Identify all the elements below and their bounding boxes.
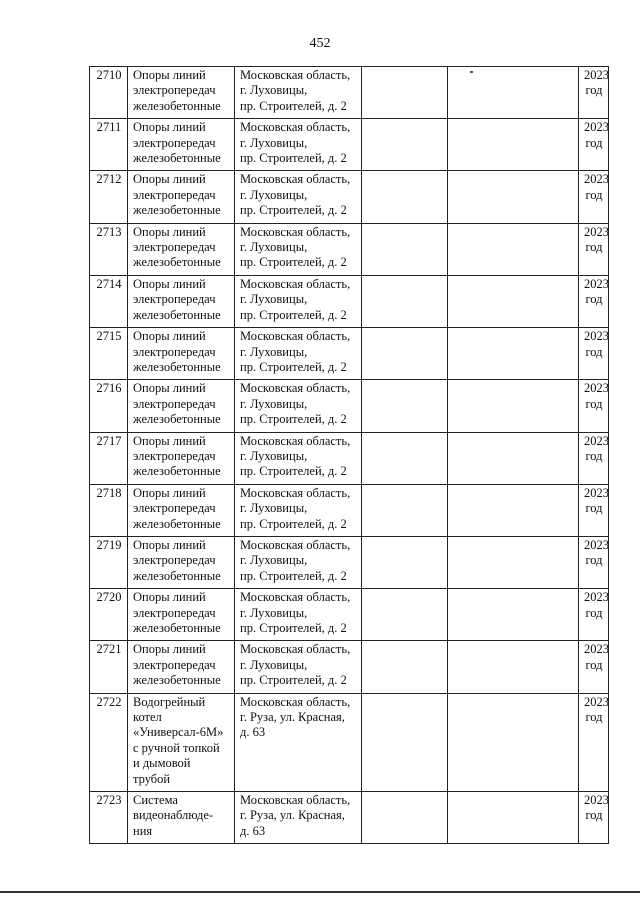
year-line: 2023 bbox=[584, 276, 609, 291]
address-cell bbox=[235, 484, 362, 536]
empty-cell bbox=[448, 171, 579, 223]
address-cell bbox=[235, 693, 362, 791]
table-row bbox=[90, 223, 609, 275]
name-line: железобетонные bbox=[133, 255, 221, 270]
object-name-cell bbox=[128, 432, 235, 484]
name-line: Система bbox=[133, 793, 178, 808]
row-number-cell: 2712 bbox=[90, 171, 128, 223]
object-name-cell bbox=[128, 67, 235, 119]
name-line: Опоры линий bbox=[133, 120, 206, 135]
row-number-cell: 2717 bbox=[90, 432, 128, 484]
year-cell bbox=[579, 275, 609, 327]
address-line: г. Луховицы, bbox=[240, 292, 308, 307]
name-line: электропередач bbox=[133, 553, 216, 568]
table-body bbox=[90, 67, 609, 844]
address-line: Московская область, bbox=[240, 172, 351, 187]
address-line: Московская область, bbox=[240, 381, 351, 396]
object-name-cell bbox=[128, 484, 235, 536]
object-name-cell bbox=[128, 641, 235, 693]
year-line: 2023 bbox=[584, 793, 609, 808]
address-line: г. Луховицы, bbox=[240, 187, 308, 202]
address-line: г. Луховицы, bbox=[240, 396, 308, 411]
year-line: 2023 bbox=[584, 381, 609, 396]
year-line: 2023 bbox=[584, 224, 609, 239]
page-number: 452 bbox=[309, 36, 331, 51]
object-name-cell bbox=[128, 693, 235, 791]
empty-cell bbox=[448, 275, 579, 327]
object-name-cell bbox=[128, 536, 235, 588]
year-line: 2023 bbox=[584, 537, 609, 552]
name-line: электропередач bbox=[133, 605, 216, 620]
table-row bbox=[90, 171, 609, 223]
address-line: г. Луховицы, bbox=[240, 448, 308, 463]
table-row bbox=[90, 693, 609, 791]
address-cell bbox=[235, 380, 362, 432]
address-line: пр. Строителей, д. 2 bbox=[240, 151, 347, 166]
table-row bbox=[90, 792, 609, 844]
year-line: год bbox=[585, 657, 603, 672]
year-line: год bbox=[585, 240, 603, 255]
row-number-cell: 2719 bbox=[90, 536, 128, 588]
year-line: 2023 bbox=[584, 642, 609, 657]
year-cell bbox=[579, 67, 609, 119]
name-line: Опоры линий bbox=[133, 537, 206, 552]
name-line: Опоры линий bbox=[133, 68, 206, 82]
address-line: Московская область, bbox=[240, 329, 351, 344]
address-cell bbox=[235, 589, 362, 641]
address-line: г. Луховицы, bbox=[240, 344, 308, 359]
table-row bbox=[90, 641, 609, 693]
object-name-cell bbox=[128, 223, 235, 275]
name-line: Опоры линий bbox=[133, 224, 206, 239]
empty-cell bbox=[362, 693, 448, 791]
name-line: Водогрейный bbox=[133, 694, 206, 709]
name-line: Опоры линий bbox=[133, 172, 206, 187]
empty-cell bbox=[362, 275, 448, 327]
name-line: электропередач bbox=[133, 135, 216, 150]
name-line: электропередач bbox=[133, 240, 216, 255]
address-line: Московская область, bbox=[240, 694, 351, 709]
name-line: видеонаблюде- bbox=[133, 808, 214, 823]
address-line: г. Руза, ул. Красная, bbox=[240, 710, 345, 725]
address-line: пр. Строителей, д. 2 bbox=[240, 359, 347, 374]
name-line: Опоры линий bbox=[133, 433, 206, 448]
address-line: пр. Строителей, д. 2 bbox=[240, 98, 347, 113]
address-line: пр. Строителей, д. 2 bbox=[240, 673, 347, 688]
name-line: железобетонные bbox=[133, 151, 221, 166]
address-cell bbox=[235, 432, 362, 484]
object-name-cell bbox=[128, 589, 235, 641]
object-name-cell bbox=[128, 275, 235, 327]
address-cell bbox=[235, 67, 362, 119]
page-bottom-edge bbox=[0, 891, 640, 893]
empty-cell bbox=[448, 536, 579, 588]
address-line: г. Луховицы, bbox=[240, 501, 308, 516]
name-line: трубой bbox=[133, 771, 171, 786]
year-line: год bbox=[585, 292, 603, 307]
name-line: Опоры линий bbox=[133, 381, 206, 396]
year-line: 2023 bbox=[584, 485, 609, 500]
name-line: железобетонные bbox=[133, 412, 221, 427]
name-line: Опоры линий bbox=[133, 276, 206, 291]
address-line: д. 63 bbox=[240, 725, 266, 740]
empty-cell bbox=[362, 380, 448, 432]
name-line: котел bbox=[133, 710, 162, 725]
name-line: электропередач bbox=[133, 448, 216, 463]
name-line: с ручной топкой bbox=[133, 740, 220, 755]
address-cell bbox=[235, 792, 362, 844]
address-line: д. 63 bbox=[240, 823, 266, 838]
year-line: 2023 bbox=[584, 694, 609, 709]
table-row bbox=[90, 67, 609, 119]
address-line: г. Луховицы, bbox=[240, 605, 308, 620]
address-line: Московская область, bbox=[240, 433, 351, 448]
address-line: г. Луховицы, bbox=[240, 83, 308, 98]
empty-cell bbox=[362, 67, 448, 119]
table-row bbox=[90, 328, 609, 380]
address-line: пр. Строителей, д. 2 bbox=[240, 203, 347, 218]
address-cell bbox=[235, 641, 362, 693]
year-cell bbox=[579, 119, 609, 171]
year-line: год bbox=[585, 605, 603, 620]
year-line: 2023 bbox=[584, 329, 609, 344]
empty-cell bbox=[448, 380, 579, 432]
address-line: Московская область, bbox=[240, 590, 351, 605]
address-cell bbox=[235, 223, 362, 275]
address-line: пр. Строителей, д. 2 bbox=[240, 412, 347, 427]
address-cell bbox=[235, 275, 362, 327]
row-number-cell: 2720 bbox=[90, 589, 128, 641]
name-line: ния bbox=[133, 823, 153, 838]
year-line: год bbox=[585, 83, 603, 98]
row-number-cell: 2718 bbox=[90, 484, 128, 536]
empty-cell bbox=[362, 536, 448, 588]
table-row bbox=[90, 380, 609, 432]
object-name-cell bbox=[128, 328, 235, 380]
name-line: Опоры линий bbox=[133, 485, 206, 500]
name-line: железобетонные bbox=[133, 359, 221, 374]
address-line: пр. Строителей, д. 2 bbox=[240, 255, 347, 270]
address-cell bbox=[235, 119, 362, 171]
address-line: Московская область, bbox=[240, 793, 351, 808]
name-line: железобетонные bbox=[133, 568, 221, 583]
name-line: «Универсал-6М» bbox=[133, 725, 224, 740]
address-line: Московская область, bbox=[240, 537, 351, 552]
table-row bbox=[90, 536, 609, 588]
year-line: год bbox=[585, 710, 603, 725]
empty-cell bbox=[362, 432, 448, 484]
year-line: 2023 bbox=[584, 433, 609, 448]
name-line: электропередач bbox=[133, 187, 216, 202]
empty-cell bbox=[362, 641, 448, 693]
address-line: г. Луховицы, bbox=[240, 135, 308, 150]
row-number-cell: 2722 bbox=[90, 693, 128, 791]
name-line: электропередач bbox=[133, 344, 216, 359]
table-row bbox=[90, 432, 609, 484]
address-line: пр. Строителей, д. 2 bbox=[240, 516, 347, 531]
object-name-cell bbox=[128, 171, 235, 223]
address-line: пр. Строителей, д. 2 bbox=[240, 307, 347, 322]
address-cell bbox=[235, 171, 362, 223]
year-line: год bbox=[585, 448, 603, 463]
year-line: год bbox=[585, 135, 603, 150]
address-cell bbox=[235, 328, 362, 380]
row-number-cell: 2710 bbox=[90, 67, 128, 119]
empty-cell bbox=[448, 589, 579, 641]
empty-cell bbox=[362, 328, 448, 380]
name-line: железобетонные bbox=[133, 98, 221, 113]
name-line: Опоры линий bbox=[133, 642, 206, 657]
empty-cell bbox=[448, 432, 579, 484]
address-line: Московская область, bbox=[240, 68, 351, 82]
empty-cell bbox=[448, 119, 579, 171]
year-cell bbox=[579, 641, 609, 693]
year-line: 2023 bbox=[584, 590, 609, 605]
year-line: год bbox=[585, 396, 603, 411]
name-line: электропередач bbox=[133, 657, 216, 672]
name-line: электропередач bbox=[133, 292, 216, 307]
address-line: Московская область, bbox=[240, 642, 351, 657]
row-number-cell: 2716 bbox=[90, 380, 128, 432]
row-number-cell: 2715 bbox=[90, 328, 128, 380]
object-name-cell bbox=[128, 119, 235, 171]
table-row bbox=[90, 484, 609, 536]
table-row bbox=[90, 275, 609, 327]
empty-cell bbox=[448, 693, 579, 791]
table-row bbox=[90, 589, 609, 641]
year-cell bbox=[579, 223, 609, 275]
name-line: электропередач bbox=[133, 83, 216, 98]
empty-cell bbox=[448, 792, 579, 844]
address-line: пр. Строителей, д. 2 bbox=[240, 621, 347, 635]
year-cell bbox=[579, 536, 609, 588]
address-line: Московская область, bbox=[240, 224, 351, 239]
row-number-cell: 2721 bbox=[90, 641, 128, 693]
address-line: г. Луховицы, bbox=[240, 240, 308, 255]
name-line: железобетонные bbox=[133, 203, 221, 218]
name-line: электропередач bbox=[133, 396, 216, 411]
address-line: г. Луховицы, bbox=[240, 657, 308, 672]
empty-cell bbox=[362, 223, 448, 275]
property-table bbox=[89, 66, 609, 844]
row-number-cell: 2723 bbox=[90, 792, 128, 844]
empty-cell bbox=[448, 328, 579, 380]
address-line: Московская область, bbox=[240, 120, 351, 135]
row-number-cell: 2713 bbox=[90, 223, 128, 275]
address-line: г. Луховицы, bbox=[240, 553, 308, 568]
year-cell bbox=[579, 484, 609, 536]
empty-cell bbox=[448, 484, 579, 536]
year-line: 2023 bbox=[584, 120, 609, 135]
empty-cell bbox=[362, 792, 448, 844]
empty-cell bbox=[362, 589, 448, 641]
year-cell bbox=[579, 328, 609, 380]
name-line: и дымовой bbox=[133, 756, 191, 771]
address-line: г. Руза, ул. Красная, bbox=[240, 808, 345, 823]
empty-cell bbox=[448, 223, 579, 275]
name-line: железобетонные bbox=[133, 307, 221, 322]
year-cell bbox=[579, 171, 609, 223]
year-line: 2023 bbox=[584, 68, 609, 82]
address-line: пр. Строителей, д. 2 bbox=[240, 464, 347, 479]
year-line: год bbox=[585, 808, 603, 823]
empty-cell bbox=[362, 484, 448, 536]
year-cell bbox=[579, 589, 609, 641]
address-line: Московская область, bbox=[240, 276, 351, 291]
name-line: железобетонные bbox=[133, 621, 221, 635]
address-cell bbox=[235, 536, 362, 588]
name-line: Опоры линий bbox=[133, 329, 206, 344]
name-line: электропередач bbox=[133, 501, 216, 516]
year-cell bbox=[579, 380, 609, 432]
empty-cell bbox=[448, 641, 579, 693]
name-line: железобетонные bbox=[133, 464, 221, 479]
object-name-cell bbox=[128, 380, 235, 432]
object-name-cell bbox=[128, 792, 235, 844]
year-line: год bbox=[585, 187, 603, 202]
name-line: железобетонные bbox=[133, 516, 221, 531]
year-line: год bbox=[585, 553, 603, 568]
empty-cell bbox=[362, 171, 448, 223]
year-line: год bbox=[585, 501, 603, 516]
address-line: Московская область, bbox=[240, 485, 351, 500]
table-row bbox=[90, 119, 609, 171]
empty-cell bbox=[448, 67, 579, 119]
year-cell bbox=[579, 693, 609, 791]
row-number-cell: 2714 bbox=[90, 275, 128, 327]
address-line: пр. Строителей, д. 2 bbox=[240, 568, 347, 583]
row-number-cell: 2711 bbox=[90, 119, 128, 171]
year-cell bbox=[579, 432, 609, 484]
empty-cell bbox=[362, 119, 448, 171]
name-line: железобетонные bbox=[133, 673, 221, 688]
year-cell bbox=[579, 792, 609, 844]
name-line: Опоры линий bbox=[133, 590, 206, 605]
year-line: год bbox=[585, 344, 603, 359]
year-line: 2023 bbox=[584, 172, 609, 187]
